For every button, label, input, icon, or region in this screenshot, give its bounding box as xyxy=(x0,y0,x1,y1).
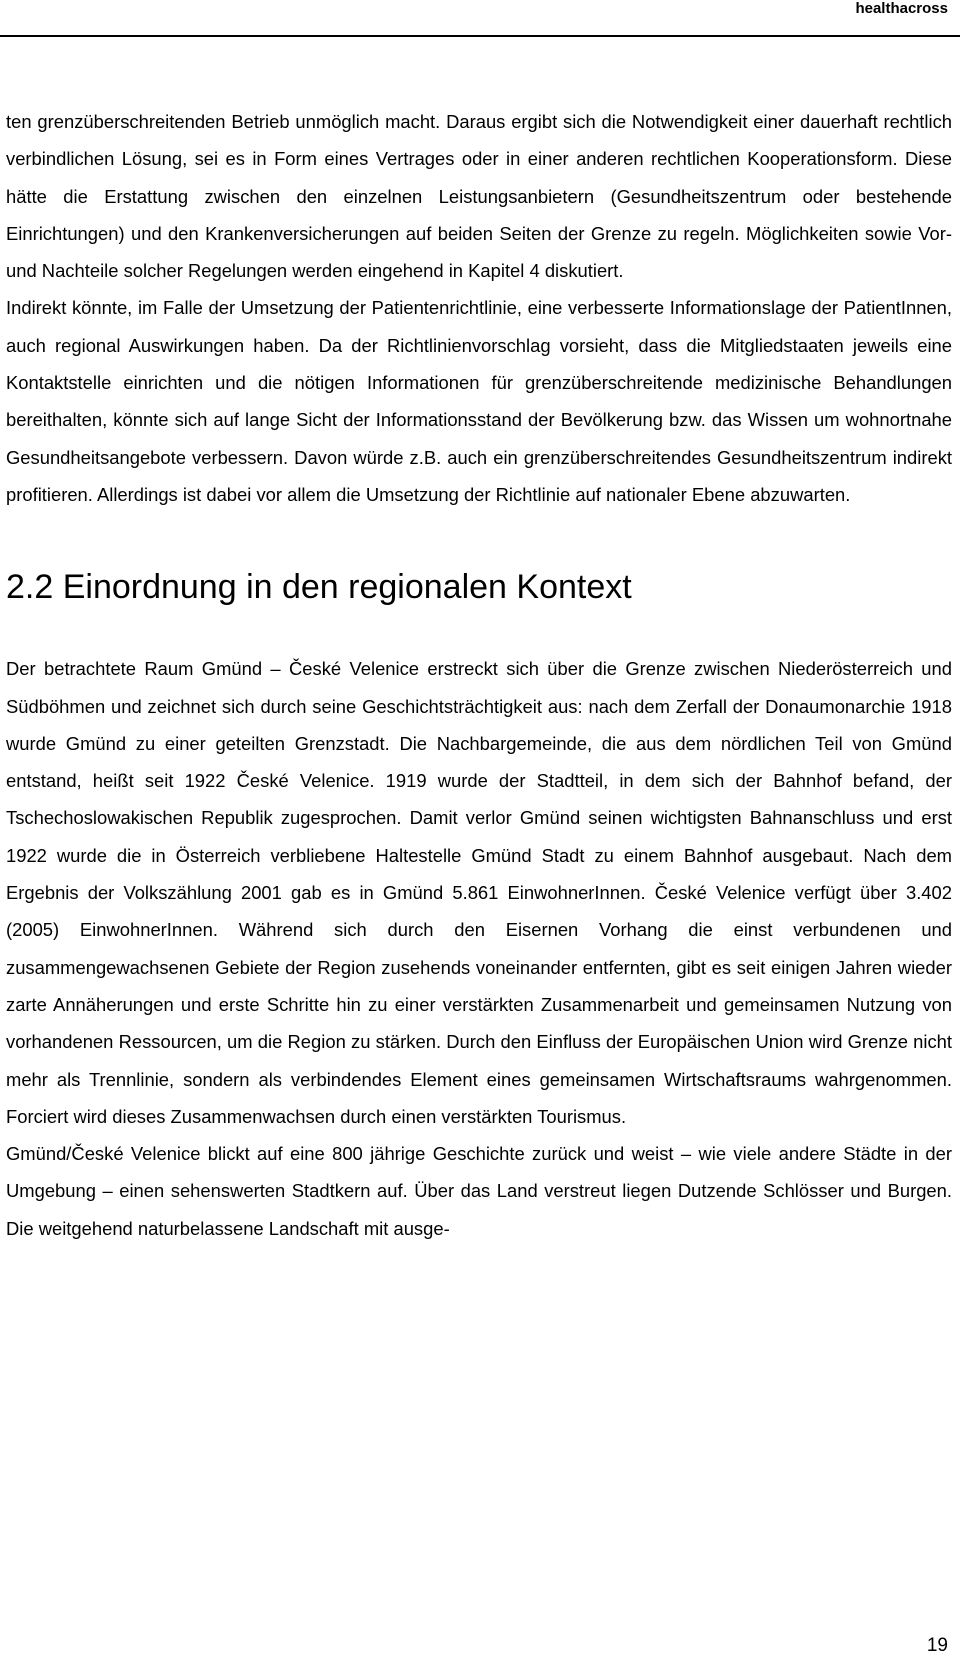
section-heading: 2.2 Einordnung in den regionalen Kontext xyxy=(6,568,632,607)
page-number: 19 xyxy=(926,1635,948,1656)
paragraph-history: Gmünd/České Velenice blickt auf eine 800 jährige Geschichte zurück und weist – wie viele andere Städte in der Umgebung – einen sehenswerten Stadtkern auf. Über das Land verstreut liegen Dutzende Schlösser und Burgen. Die weitgehend naturbelassene Landschaft mit ausge- xyxy=(6,1143,952,1239)
paragraph-continuation: ten grenzüberschreitenden Betrieb unmöglich macht. Daraus ergibt sich die Notwendigkeit einer dauerhaft rechtlich verbindlichen Lösung, sei es in Form eines Vertrages oder in einer anderen rechtlichen Kooperationsform. Diese hätte die Erstattung zwischen den einzelnen Leistungsanbietern (Gesundheitszentrum oder bestehende Einrichtungen) und den Krankenversicherungen auf beiden Seiten der Grenze zu regeln. Möglichkeiten sowie Vor- und Nachteile solcher Regelungen werden eingehend in Kapitel 4 diskutiert. xyxy=(6,111,952,282)
header-rule xyxy=(0,35,960,37)
paragraph-patient-directive: Indirekt könnte, im Falle der Umsetzung der Patientenrichtlinie, eine verbesserte Informationslage der PatientInnen, auch regional Auswirkungen haben. Da der Richtlinienvorschlag vorsieht, dass die Mitgliedstaaten jeweils eine Kontaktstelle einrichten und die nötigen Informationen für grenzüberschreitende medizinische Behandlungen bereithalten, könnte sich auf lange Sicht der Informationsstand der Bevölkerung bzw. das Wissen um wohnortnahe Gesundheitsangebote verbessern. Davon würde z.B. auch ein grenzüberschreitendes Gesundheitszentrum indirekt profitieren. Allerdings ist dabei vor allem die Umsetzung der Richtlinie auf nationaler Ebene abzuwarten. xyxy=(6,297,952,505)
paragraph-regional-context: Der betrachtete Raum Gmünd – České Velenice erstreckt sich über die Grenze zwischen Niederösterreich und Südböhmen und zeichnet sich durch seine Geschichtsträchtigkeit aus: nach dem Zerfall der Donaumonarchie 1918 wurde Gmünd zu einer geteilten Grenzstadt. Die Nachbargemeinde, die aus dem nördlichen Teil von Gmünd entstand, heißt seit 1922 České Velenice. 1919 wurde der Stadtteil, in dem sich der Bahnhof befand, der Tschechoslowakischen Republik zugesprochen. Damit verlor Gmünd seinen wichtigsten Bahnanschluss und erst 1922 wurde die in Österreich verbliebene Haltestelle Gmünd Stadt zu einem Bahnhof ausgebaut. Nach dem Ergebnis der Volkszählung 2001 gab es in Gmünd 5.861 EinwohnerInnen. České Velenice verfügt über 3.402 (2005) EinwohnerInnen. Während sich durch den Eisernen Vorhang die einst verbundenen und zusammengewachsenen Gebiete der Region zusehends voneinander entfernten, gibt es seit einigen Jahren wieder zarte Annäherungen und erste Schritte hin zu einer verstärkten Zusammenarbeit und gemeinsamen Nutzung von vorhandenen Ressourcen, um die Region zu stärken. Durch den Einfluss der Europäischen Union wird Grenze nicht mehr als Trennlinie, sondern als verbindendes Element eines gemeinsamen Wirtschaftsraums wahrgenommen. Forciert wird dieses Zusammenwachsen durch einen verstärkten Tourismus. xyxy=(6,658,952,1127)
header-brand: healthacross xyxy=(855,0,948,17)
page-content xyxy=(6,103,952,1247)
